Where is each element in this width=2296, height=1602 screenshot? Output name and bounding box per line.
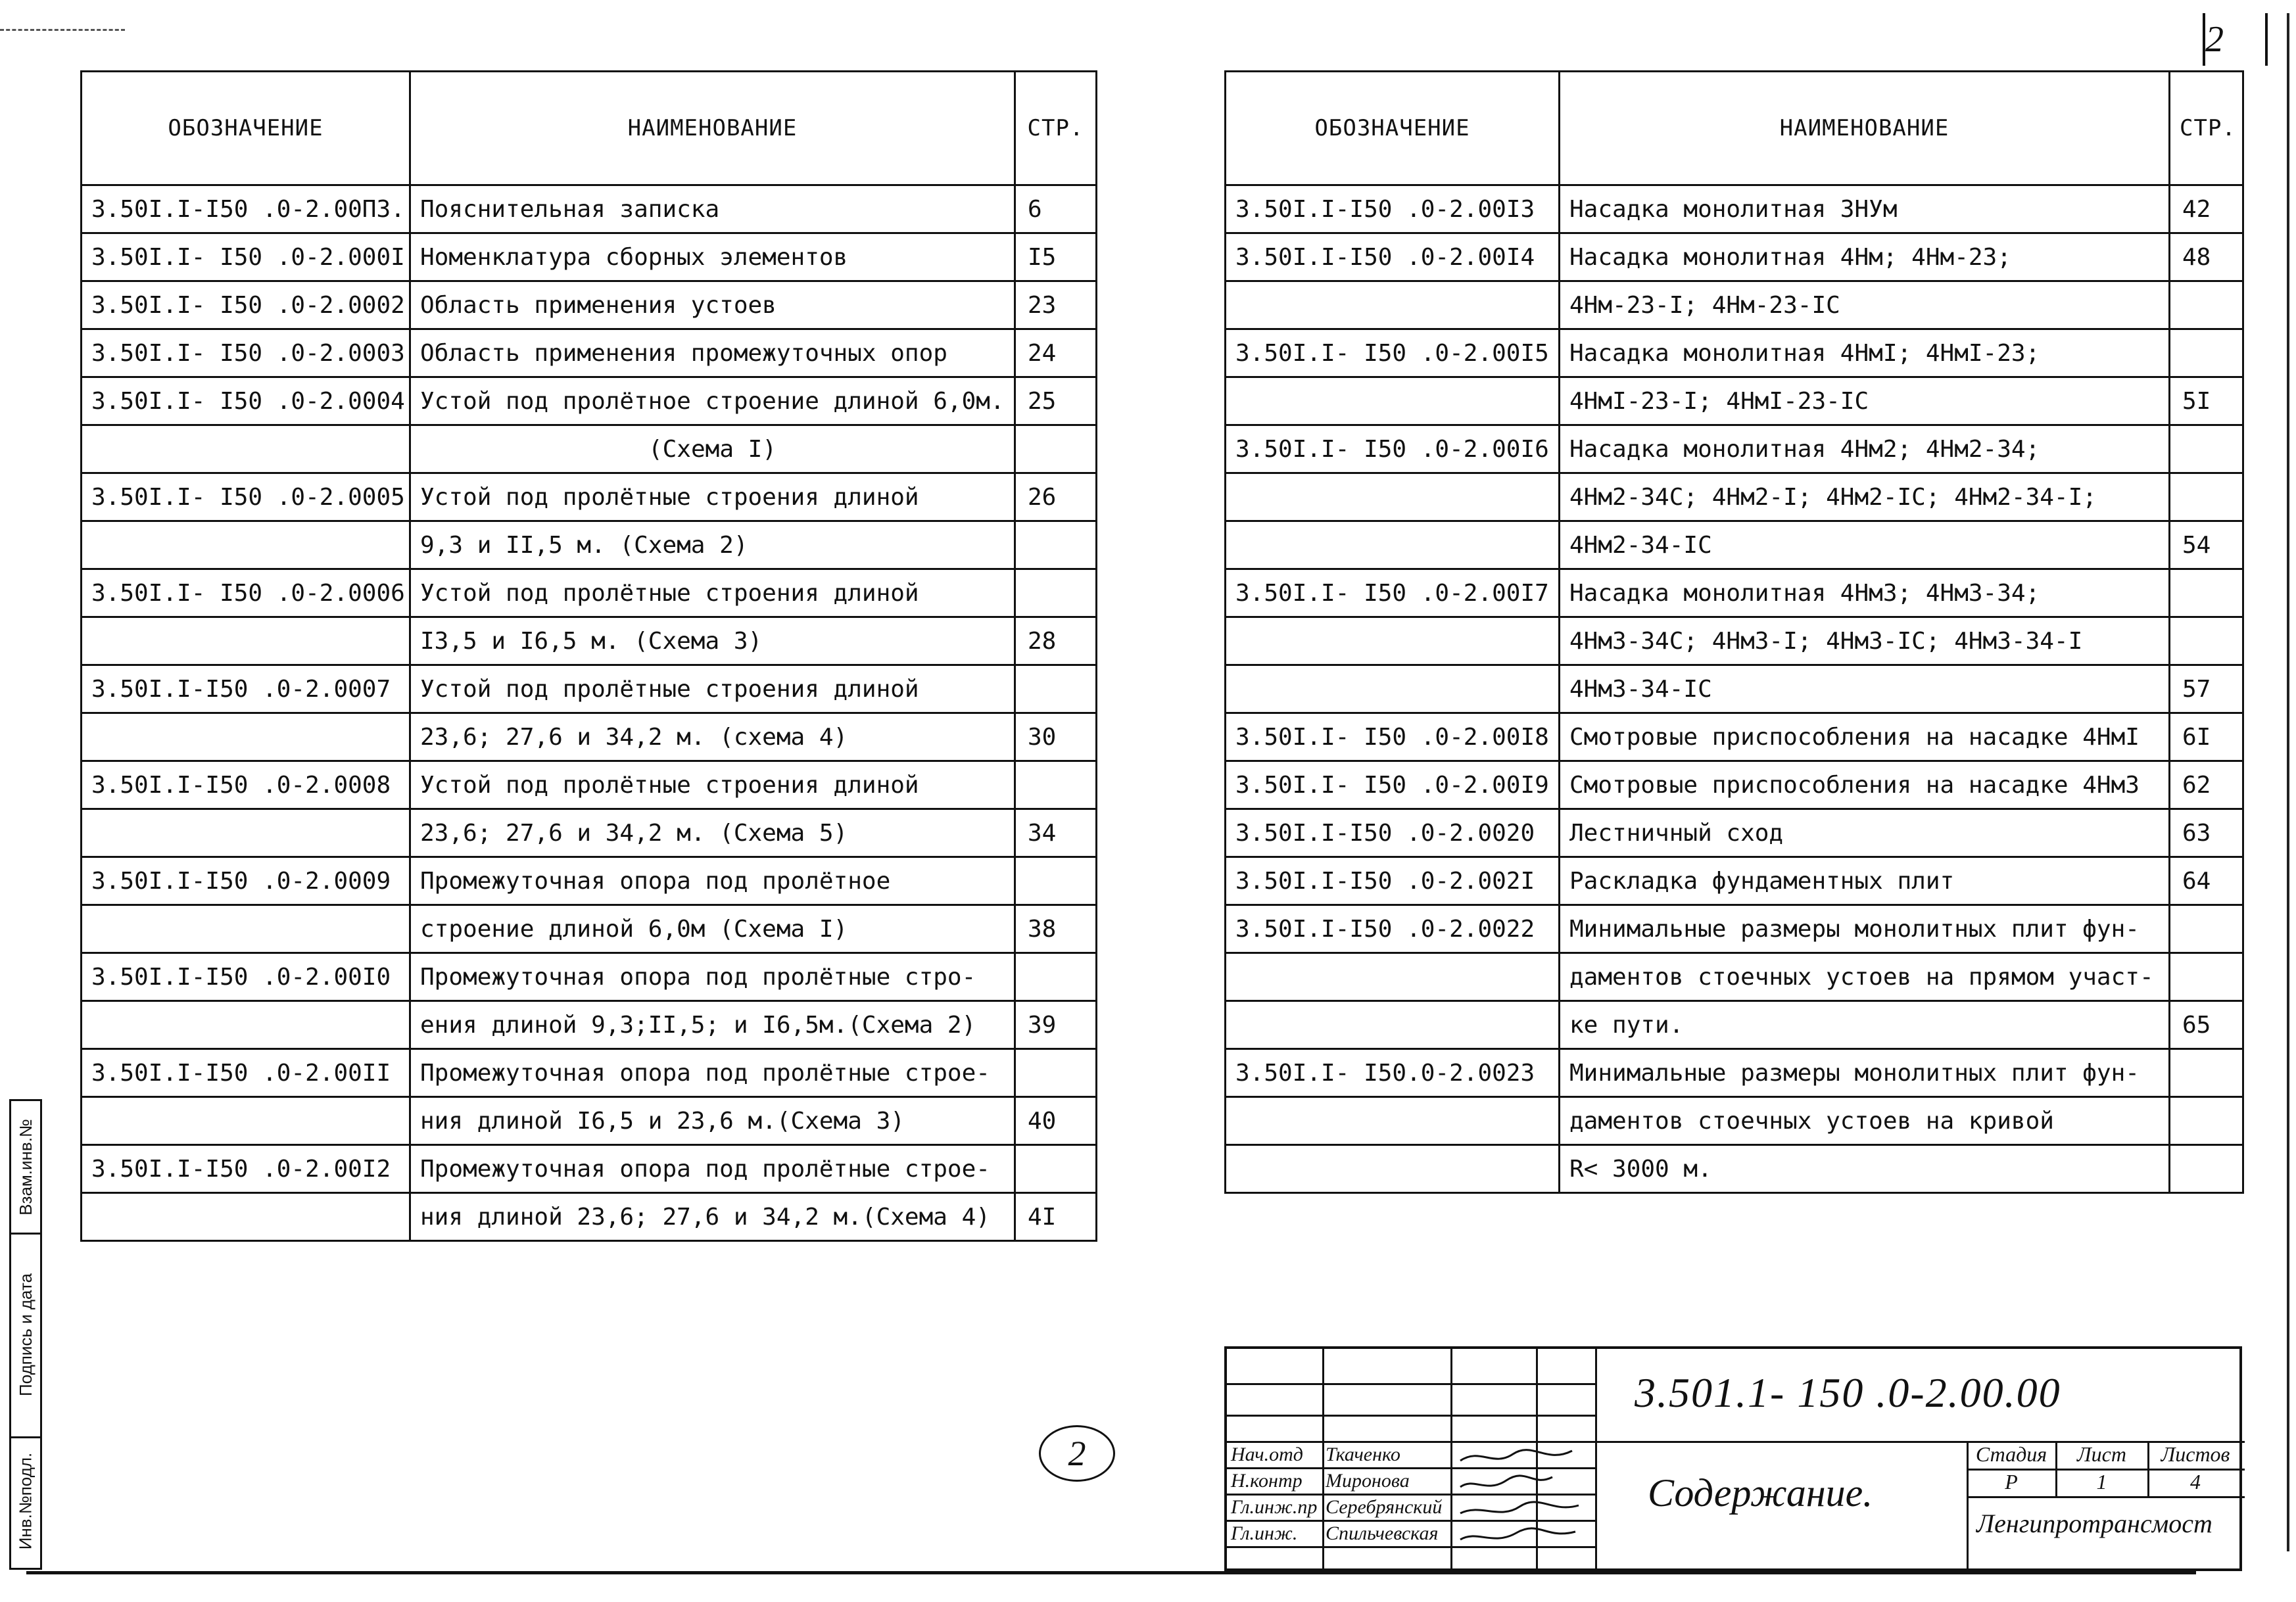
circled-number-mark: 2 xyxy=(1039,1425,1115,1482)
designation-cell xyxy=(1226,1097,1560,1145)
name-cell: Насадка монолитная 4Нм3; 4Нм3-34; xyxy=(1560,569,2170,617)
designation-cell xyxy=(82,905,410,953)
table-row xyxy=(82,281,1097,329)
designation-cell: 3.50I.I-I50 .0-2.0008 xyxy=(82,761,410,809)
name-cell: Минимальные размеры монолитных плит фун- xyxy=(1560,1049,2170,1097)
page-cell: 4I xyxy=(1015,1193,1097,1241)
sheet-value: 1 xyxy=(2096,1470,2107,1494)
header-designation: ОБОЗНАЧЕНИЕ xyxy=(82,72,410,185)
name-cell: даментов стоечных устоев на кривой xyxy=(1560,1097,2170,1145)
table-row xyxy=(82,425,1097,473)
table-row xyxy=(82,809,1097,857)
signature-role: Гл.инж. xyxy=(1231,1522,1298,1544)
table-row xyxy=(82,521,1097,569)
page-cell: 30 xyxy=(1015,713,1097,761)
table-row xyxy=(1226,1145,2243,1193)
table-row xyxy=(82,1097,1097,1145)
table-row xyxy=(1226,329,2243,377)
name-cell: 4Нм-23-I; 4Нм-23-IС xyxy=(1560,281,2170,329)
sheet-label: Лист xyxy=(2077,1442,2126,1466)
name-cell: строение длиной 6,0м (Схема I) xyxy=(410,905,1015,953)
page-cell xyxy=(1015,953,1097,1001)
designation-cell xyxy=(1226,377,1560,425)
designation-cell: 3.50I.I-I50 .0-2.00I2 xyxy=(82,1145,410,1193)
table-row xyxy=(1226,1049,2243,1097)
signature-name: Спильчевская xyxy=(1326,1522,1439,1544)
name-cell: Промежуточная опора под пролётное xyxy=(410,857,1015,905)
name-cell: I3,5 и I6,5 м. (Схема 3) xyxy=(410,617,1015,665)
designation-cell: 3.50I.I-I50 .0-2.00I4 xyxy=(1226,233,1560,281)
table-row xyxy=(1226,905,2243,953)
document-title: Содержание. xyxy=(1648,1471,1873,1515)
table-row xyxy=(82,953,1097,1001)
page-cell xyxy=(1015,1049,1097,1097)
name-cell: 4Нм2-34С; 4Нм2-I; 4Нм2-IС; 4Нм2-34-I; xyxy=(1560,473,2170,521)
page-cell: 28 xyxy=(1015,617,1097,665)
designation-cell: 3.50I.I-I50 .0-2.002I xyxy=(1226,857,1560,905)
page-cell xyxy=(1015,665,1097,713)
page-cell xyxy=(1015,521,1097,569)
name-cell: Промежуточная опора под пролётные стро- xyxy=(410,953,1015,1001)
name-cell: Устой под пролётные строения длиной xyxy=(410,665,1015,713)
name-cell: 4НмI-23-I; 4НмI-23-IС xyxy=(1560,377,2170,425)
name-cell: 4Нм3-34С; 4Нм3-I; 4Нм3-IС; 4Нм3-34-I xyxy=(1560,617,2170,665)
page-cell xyxy=(2170,1049,2243,1097)
table-row xyxy=(82,569,1097,617)
header-page: СТР. xyxy=(1015,72,1097,185)
name-cell: Промежуточная опора под пролётные строе- xyxy=(410,1145,1015,1193)
document-code: 3.501.1- 150 .0-2.00.00 xyxy=(1635,1369,2061,1416)
page-cell xyxy=(1015,761,1097,809)
designation-cell: 3.50I.I- I50 .0-2.0002 xyxy=(82,281,410,329)
table-row xyxy=(1226,713,2243,761)
table-row xyxy=(1226,665,2243,713)
page-cell: 42 xyxy=(2170,185,2243,233)
signature-name: Миронова xyxy=(1326,1470,1410,1492)
name-cell: Устой под пролётное строение длиной 6,0м. xyxy=(410,377,1015,425)
page-cell: 6 xyxy=(1015,185,1097,233)
page-cell: 57 xyxy=(2170,665,2243,713)
table-row xyxy=(1226,521,2243,569)
name-cell: Промежуточная опора под пролётные строе- xyxy=(410,1049,1015,1097)
stamp-label: Взам.инв.№ xyxy=(15,1118,36,1215)
table-row xyxy=(82,185,1097,233)
table-row xyxy=(1226,761,2243,809)
name-cell: 23,6; 27,6 и 34,2 м. (схема 4) xyxy=(410,713,1015,761)
table-row xyxy=(1226,1097,2243,1145)
title-block xyxy=(1224,1346,2242,1571)
frame-border xyxy=(2287,13,2289,1551)
stamp-cell xyxy=(11,1233,40,1438)
name-cell: ения длиной 9,3;II,5; и I6,5м.(Схема 2) xyxy=(410,1001,1015,1049)
table-row xyxy=(82,713,1097,761)
designation-cell: 3.50I.I-I50 .0-2.0022 xyxy=(1226,905,1560,953)
designation-cell xyxy=(1226,953,1560,1001)
page-cell: 48 xyxy=(2170,233,2243,281)
table-row xyxy=(1226,569,2243,617)
designation-cell xyxy=(1226,617,1560,665)
name-cell: Насадка монолитная ЗНУм xyxy=(1560,185,2170,233)
designation-cell: 3.50I.I-I50 .0-2.00II xyxy=(82,1049,410,1097)
page-cell: I5 xyxy=(1015,233,1097,281)
table-row xyxy=(82,905,1097,953)
designation-cell: 3.50I.I- I50 .0-2.00I7 xyxy=(1226,569,1560,617)
name-cell: Номенклатура сборных элементов xyxy=(410,233,1015,281)
table-row xyxy=(82,617,1097,665)
name-cell: Устой под пролётные строения длиной xyxy=(410,569,1015,617)
table-row xyxy=(1226,809,2243,857)
designation-cell xyxy=(1226,1001,1560,1049)
designation-cell xyxy=(82,521,410,569)
sheets-value: 4 xyxy=(2190,1470,2201,1494)
table-row xyxy=(1226,617,2243,665)
stamp-label: Инв.№подл. xyxy=(15,1452,36,1550)
page-cell xyxy=(2170,473,2243,521)
designation-cell xyxy=(1226,521,1560,569)
page-cell xyxy=(2170,281,2243,329)
name-cell: Раскладка фундаментных плит xyxy=(1560,857,2170,905)
name-cell: Область применения промежуточных опор xyxy=(410,329,1015,377)
signature-role: Нач.отд xyxy=(1231,1444,1303,1465)
margin-stamp xyxy=(9,1099,42,1570)
bottom-frame-line xyxy=(26,1571,2196,1574)
table-row xyxy=(82,329,1097,377)
sheets-label: Листов xyxy=(2161,1442,2230,1466)
signature-name: Ткаченко xyxy=(1326,1444,1400,1465)
stage-value: Р xyxy=(2005,1470,2018,1494)
page-cell xyxy=(2170,905,2243,953)
table-row xyxy=(1226,857,2243,905)
name-cell: даментов стоечных устоев на прямом участ- xyxy=(1560,953,2170,1001)
table-row xyxy=(82,377,1097,425)
signature-name: Серебрянский xyxy=(1326,1496,1443,1518)
table-row xyxy=(82,1145,1097,1193)
page-cell: 64 xyxy=(2170,857,2243,905)
designation-cell: 3.50I.I- I50 .0-2.0004 xyxy=(82,377,410,425)
designation-cell xyxy=(82,1193,410,1241)
name-cell: Минимальные размеры монолитных плит фун- xyxy=(1560,905,2170,953)
table-row xyxy=(1226,233,2243,281)
table-row xyxy=(82,233,1097,281)
page-cell xyxy=(1015,569,1097,617)
table-row xyxy=(1226,185,2243,233)
name-cell: Устой под пролётные строения длиной xyxy=(410,761,1015,809)
designation-cell xyxy=(82,1097,410,1145)
name-cell: Смотровые приспособления на насадке 4Нм3 xyxy=(1560,761,2170,809)
signature-role: Гл.инж.пр xyxy=(1231,1496,1318,1518)
header-name: НАИМЕНОВАНИЕ xyxy=(410,72,1015,185)
contents-table-right xyxy=(1224,70,2244,1194)
table-row xyxy=(1226,377,2243,425)
designation-cell: 3.50I.I- I50 .0-2.00I8 xyxy=(1226,713,1560,761)
name-cell: (Схема I) xyxy=(410,425,1015,473)
designation-cell: 3.50I.I-I50 .0-2.00I0 xyxy=(82,953,410,1001)
stamp-label: Подпись и дата xyxy=(15,1273,36,1396)
page-cell: 39 xyxy=(1015,1001,1097,1049)
table-row xyxy=(82,1049,1097,1097)
designation-cell xyxy=(82,617,410,665)
stamp-cell xyxy=(11,1101,40,1235)
designation-cell xyxy=(1226,1145,1560,1193)
handwritten-signatures xyxy=(1454,1441,1595,1572)
table-row xyxy=(1226,473,2243,521)
table-row xyxy=(1226,953,2243,1001)
table-row xyxy=(1226,281,2243,329)
table-row xyxy=(82,473,1097,521)
name-cell: Смотровые приспособления на насадке 4НмI xyxy=(1560,713,2170,761)
designation-cell: 3.50I.I-I50 .0-2.00I3 xyxy=(1226,185,1560,233)
name-cell: ке пути. xyxy=(1560,1001,2170,1049)
page-cell xyxy=(1015,1145,1097,1193)
page-cell: 34 xyxy=(1015,809,1097,857)
designation-cell: 3.50I.I-I50 .0-2.0007 xyxy=(82,665,410,713)
name-cell: 23,6; 27,6 и 34,2 м. (Схема 5) xyxy=(410,809,1015,857)
designation-cell: 3.50I.I- I50 .0-2.0005 xyxy=(82,473,410,521)
table-row xyxy=(82,1193,1097,1241)
name-cell: Насадка монолитная 4Нм2; 4Нм2-34; xyxy=(1560,425,2170,473)
designation-cell xyxy=(1226,473,1560,521)
header-page: СТР. xyxy=(2170,72,2243,185)
table-row xyxy=(1226,1001,2243,1049)
page-cell xyxy=(2170,953,2243,1001)
top-dash-marks xyxy=(0,29,125,31)
name-cell: Насадка монолитная 4НмI; 4НмI-23; xyxy=(1560,329,2170,377)
page-cell xyxy=(2170,1145,2243,1193)
page-cell xyxy=(1015,425,1097,473)
page-number-bar xyxy=(2265,13,2268,66)
page-number: 2 xyxy=(2205,19,2224,60)
page-cell: 25 xyxy=(1015,377,1097,425)
designation-cell: 3.50I.I-I50 .0-2.00ПЗ. xyxy=(82,185,410,233)
page-cell xyxy=(2170,569,2243,617)
page-cell: 54 xyxy=(2170,521,2243,569)
designation-cell xyxy=(1226,281,1560,329)
signature-role: Н.контр xyxy=(1231,1470,1303,1492)
stamp-cell xyxy=(11,1436,40,1566)
page-cell: 40 xyxy=(1015,1097,1097,1145)
name-cell: Область применения устоев xyxy=(410,281,1015,329)
designation-cell xyxy=(1226,665,1560,713)
designation-cell: 3.50I.I- I50 .0-2.000I xyxy=(82,233,410,281)
designation-cell xyxy=(82,713,410,761)
contents-table-left xyxy=(80,70,1097,1242)
table-row xyxy=(82,1001,1097,1049)
designation-cell: 3.50I.I- I50 .0-2.00I6 xyxy=(1226,425,1560,473)
name-cell: Устой под пролётные строения длиной xyxy=(410,473,1015,521)
designation-cell: 3.50I.I- I50 .0-2.00I5 xyxy=(1226,329,1560,377)
table-row xyxy=(82,857,1097,905)
page-cell: 38 xyxy=(1015,905,1097,953)
page-cell: 6I xyxy=(2170,713,2243,761)
designation-cell: 3.50I.I- I50 .0-2.00I9 xyxy=(1226,761,1560,809)
page-cell xyxy=(2170,617,2243,665)
designation-cell: 3.50I.I- I50.0-2.0023 xyxy=(1226,1049,1560,1097)
page-cell: 26 xyxy=(1015,473,1097,521)
designation-cell xyxy=(82,1001,410,1049)
name-cell: Насадка монолитная 4Нм; 4Нм-23; xyxy=(1560,233,2170,281)
page-cell xyxy=(2170,425,2243,473)
page-cell xyxy=(2170,329,2243,377)
name-cell: 9,3 и II,5 м. (Схема 2) xyxy=(410,521,1015,569)
designation-cell xyxy=(82,425,410,473)
name-cell: Лестничный сход xyxy=(1560,809,2170,857)
designation-cell: 3.50I.I-I50 .0-2.0009 xyxy=(82,857,410,905)
name-cell: 4Нм2-34-IС xyxy=(1560,521,2170,569)
page-cell: 63 xyxy=(2170,809,2243,857)
name-cell: ния длиной 23,6; 27,6 и 34,2 м.(Схема 4) xyxy=(410,1193,1015,1241)
table-row xyxy=(82,665,1097,713)
page-cell xyxy=(2170,1097,2243,1145)
header-designation: ОБОЗНАЧЕНИЕ xyxy=(1226,72,1560,185)
page-cell: 24 xyxy=(1015,329,1097,377)
designation-cell xyxy=(82,809,410,857)
name-cell: ния длиной I6,5 и 23,6 м.(Схема 3) xyxy=(410,1097,1015,1145)
name-cell: R< 3000 м. xyxy=(1560,1145,2170,1193)
page-cell xyxy=(1015,857,1097,905)
table-row xyxy=(1226,425,2243,473)
page-cell: 23 xyxy=(1015,281,1097,329)
table-row xyxy=(82,761,1097,809)
page-cell: 62 xyxy=(2170,761,2243,809)
designation-cell: 3.50I.I- I50 .0-2.0003 xyxy=(82,329,410,377)
organization-name: Ленгипротрансмост xyxy=(1976,1509,2212,1538)
designation-cell: 3.50I.I- I50 .0-2.0006 xyxy=(82,569,410,617)
page-cell: 5I xyxy=(2170,377,2243,425)
header-name: НАИМЕНОВАНИЕ xyxy=(1560,72,2170,185)
name-cell: 4Нм3-34-IС xyxy=(1560,665,2170,713)
page-cell: 65 xyxy=(2170,1001,2243,1049)
designation-cell: 3.50I.I-I50 .0-2.0020 xyxy=(1226,809,1560,857)
stage-label: Стадия xyxy=(1975,1442,2047,1466)
name-cell: Пояснительная записка xyxy=(410,185,1015,233)
